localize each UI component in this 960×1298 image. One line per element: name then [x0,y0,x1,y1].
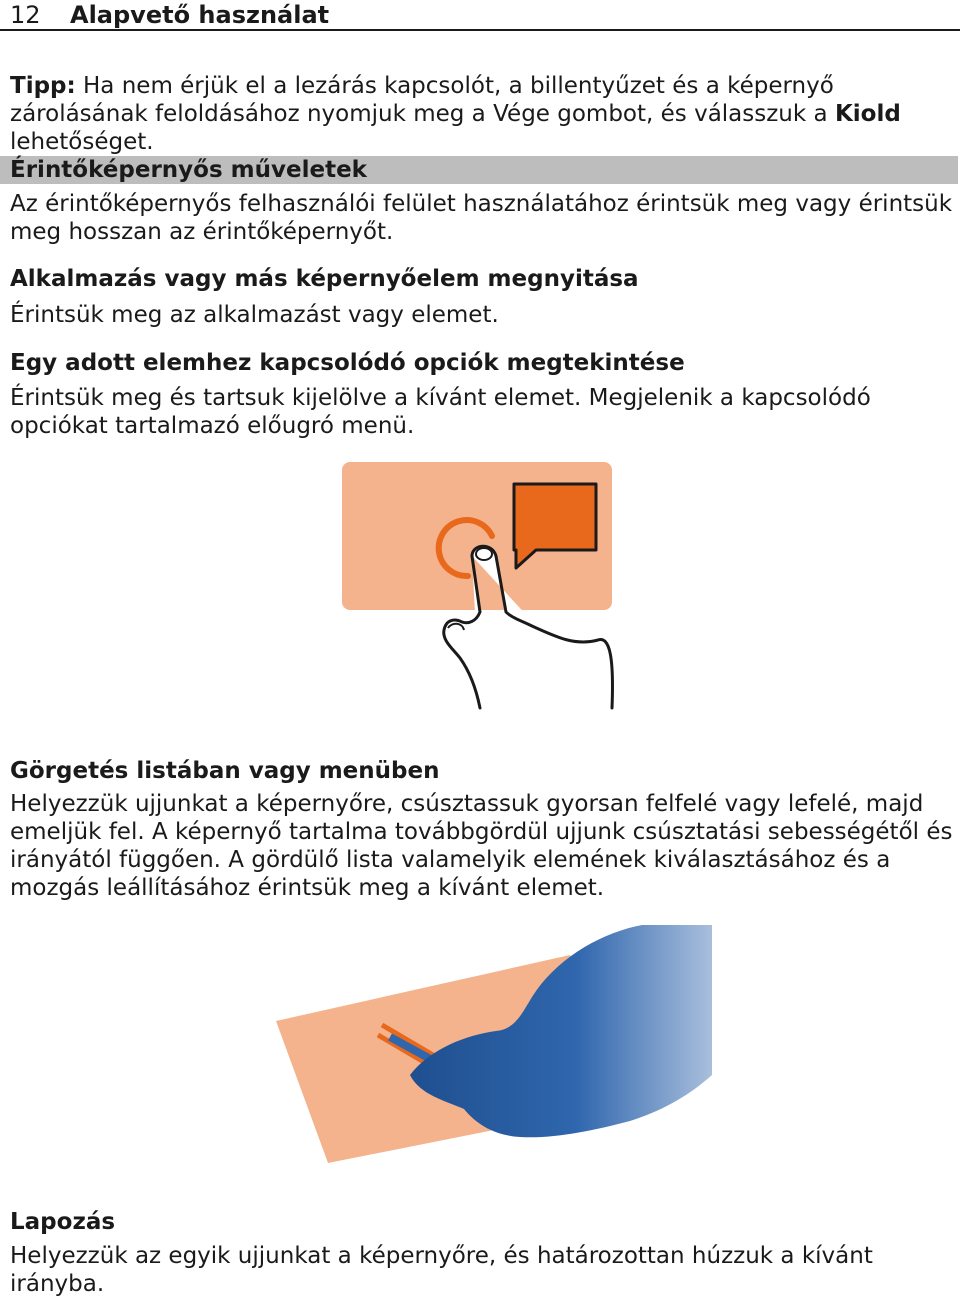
section-title: Érintőképernyős műveletek [0,156,958,184]
tip-label: Tipp: [10,73,76,99]
page-number: 12 [10,1,41,29]
topic-heading-open: Alkalmazás vagy más képernyőelem megnyitása [10,266,639,292]
topic-heading-flick: Lapozás [10,1209,116,1235]
tip-text-after: lehetőséget. [10,129,154,155]
chapter-title: Alapvető használat [70,1,330,29]
header-rule [0,29,960,31]
tip-text-before: Ha nem érjük el a lezárás kapcsolót, a billentyűzet és a képernyő zárolásának feloldásához nyomjuk meg a Vége gombot, és válasszuk a [10,73,835,127]
scroll-illustration [270,925,720,1175]
tap-hold-illustration [340,462,620,712]
tip-emphasis: Kiold [834,101,901,127]
topic-heading-options: Egy adott elemhez kapcsolódó opciók megtekintése [10,350,685,376]
section-intro: Az érintőképernyős felhasználói felület használatához érintsük meg vagy érintsük meg hosszan az érintőképernyőt. [10,191,953,245]
topic-body-scroll: Helyezzük ujjunkat a képernyőre, csúsztassuk gyorsan felfelé vagy lefelé, majd emeljük fel. A képernyő tartalma továbbgördül ujjunk csúsztatási sebességétől és irányától függően. A gördülő lista valamelyik elemének kiválasztásához és a mozgás leállításához érintsük meg a kívánt elemet. [10,791,953,901]
topic-heading-scroll: Görgetés listában vagy menüben [10,758,440,784]
tip-paragraph [10,72,955,156]
topic-body-open: Érintsük meg az alkalmazást vagy elemet. [10,302,499,328]
topic-body-flick: Helyezzük az egyik ujjunkat a képernyőre, és határozottan húzzuk a kívánt irányba. [10,1243,873,1297]
topic-body-options: Érintsük meg és tartsuk kijelölve a kívánt elemet. Megjelenik a kapcsolódó opciókat tartalmazó előugró menü. [10,385,871,439]
